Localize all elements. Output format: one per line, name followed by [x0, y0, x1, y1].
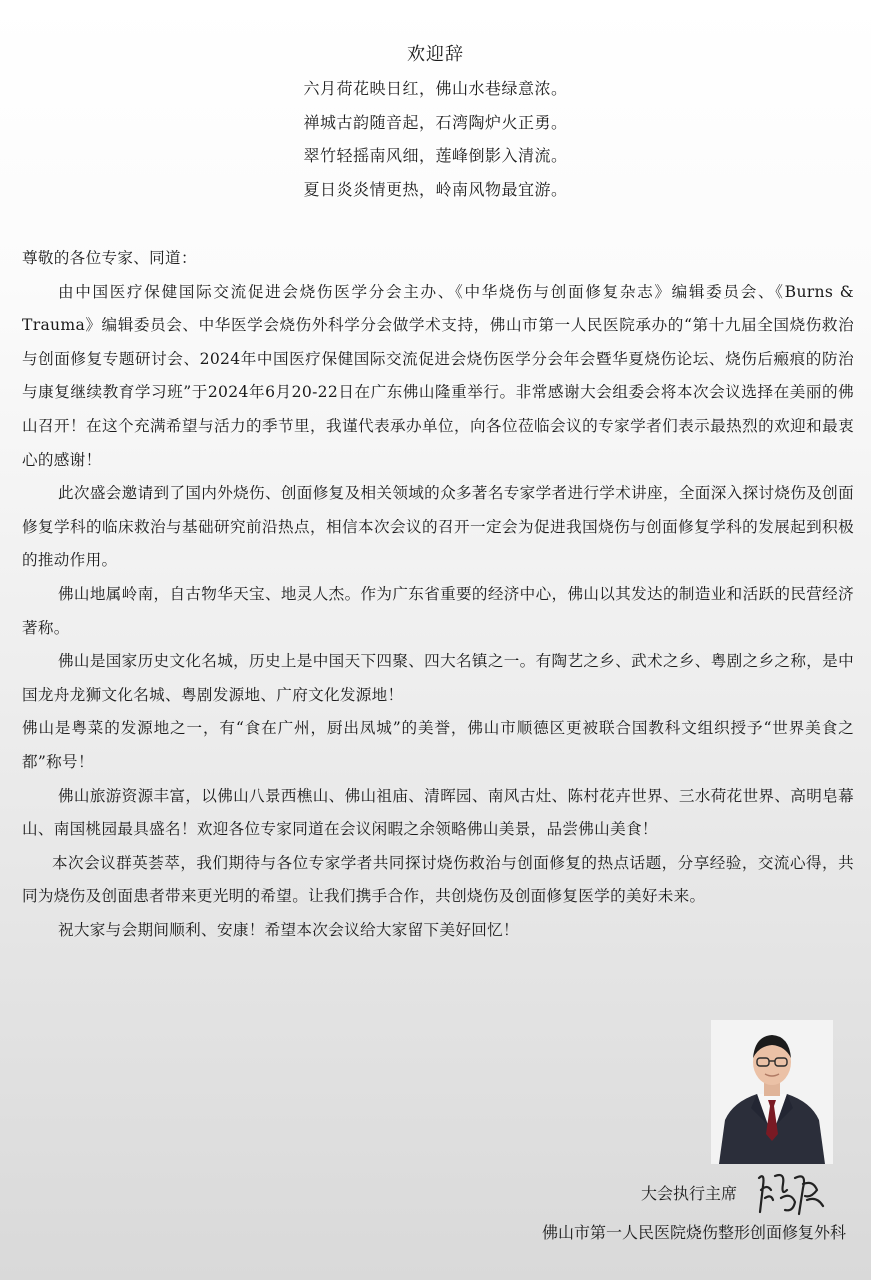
chairman-role: 大会执行主席: [640, 1184, 737, 1203]
body-paragraph: 此次盛会邀请到了国内外烧伤、创面修复及相关领域的众多著名专家学者进行学术讲座，全面深入探讨烧伤及创面修复学科的临床救治与基础研究前沿热点，相信本次会议的召开一定会为促进我国烧伤与创面修复学科的发展起到积极的推动作用。: [22, 484, 854, 570]
body-paragraph: 佛山地属岭南，自古物华天宝、地灵人杰。作为广东省重要的经济中心，佛山以其发达的制造业和活跃的民营经济著称。: [22, 584, 854, 637]
poem-line: 翠竹轻摇南风细，莲峰倒影入清流。: [303, 146, 568, 165]
portrait-illustration: [711, 1020, 833, 1164]
poem-line: 禅城古韵随音起，石湾陶炉火正勇。: [303, 112, 568, 132]
closing-paragraph: 祝大家与会期间顺利、安康！希望本次会议给大家留下美好回忆！: [58, 920, 519, 939]
body-paragraph: 佛山是国家历史文化名城，历史上是中国天下四聚、四大名镇之一。有陶艺之乡、武术之乡、粤剧之乡之称，是中国龙舟龙狮文化名城、粤剧发源地、广府文化发源地！: [22, 652, 854, 704]
signature-row: [641, 1168, 831, 1220]
poem-line: 夏日炎炎情更热，岭南风物最宜游。: [303, 179, 568, 199]
letter-body: [22, 242, 854, 947]
handwritten-signature: [751, 1168, 831, 1220]
body-paragraph: 佛山是粤菜的发源地之一，有“食在广州，厨出凤城”的美誉，佛山市顺德区更被联合国教科文组织授予“世界美食之都”称号！: [22, 719, 854, 771]
body-paragraph: 佛山旅游资源丰富，以佛山八景西樵山、佛山祖庙、清晖园、南风古灶、陈村花卉世界、三水荷花世界、高明皂幕山、南国桃园最具盛名！欢迎各位专家同道在会议闲暇之余领略佛山美景，品尝佛山美食！: [22, 786, 854, 839]
poem-line: 六月荷花映日红，佛山水巷绿意浓。: [303, 79, 568, 98]
salutation: 尊敬的各位专家、同道：: [22, 249, 197, 267]
document-title: 欢迎辞: [407, 44, 464, 65]
body-paragraph: 由中国医疗保健国际交流促进会烧伤医学分会主办、《中华烧伤与创面修复杂志》编辑委员会、《Burns & Trauma》编辑委员会、中华医学会烧伤外科学分会做学术支持，佛山市第一人民医院承办的“第十九届全国烧伤救治与创面修复专题研讨会、2024年中国医疗保健国际交流促进会烧伤医学分会年会暨华夏烧伤论坛、烧伤后瘢痕的防治与康复继续教育学习班”于2024年6月20-22日在广东佛山隆重举行。非常感谢大会组委会将本次会议选择在美丽的佛山召开！在这个充满希望与活力的季节里，我谨代表承办单位，向各位莅临会议的专家学者们表示最热烈的欢迎和最衷心的感谢！: [22, 282, 854, 469]
body-paragraph: 本次会议群英荟萃，我们期待与各位专家学者共同探讨烧伤救治与创面修复的热点话题，分享经验，交流心得，共同为烧伤及创面患者带来更光明的希望。让我们携手合作，共创烧伤及创面修复医学的美好未来。: [22, 853, 854, 906]
welcome-poem: [0, 72, 871, 206]
chairman-portrait: [711, 1020, 833, 1164]
department-name: 佛山市第一人民医院烧伤整形创面修复外科: [541, 1223, 846, 1242]
